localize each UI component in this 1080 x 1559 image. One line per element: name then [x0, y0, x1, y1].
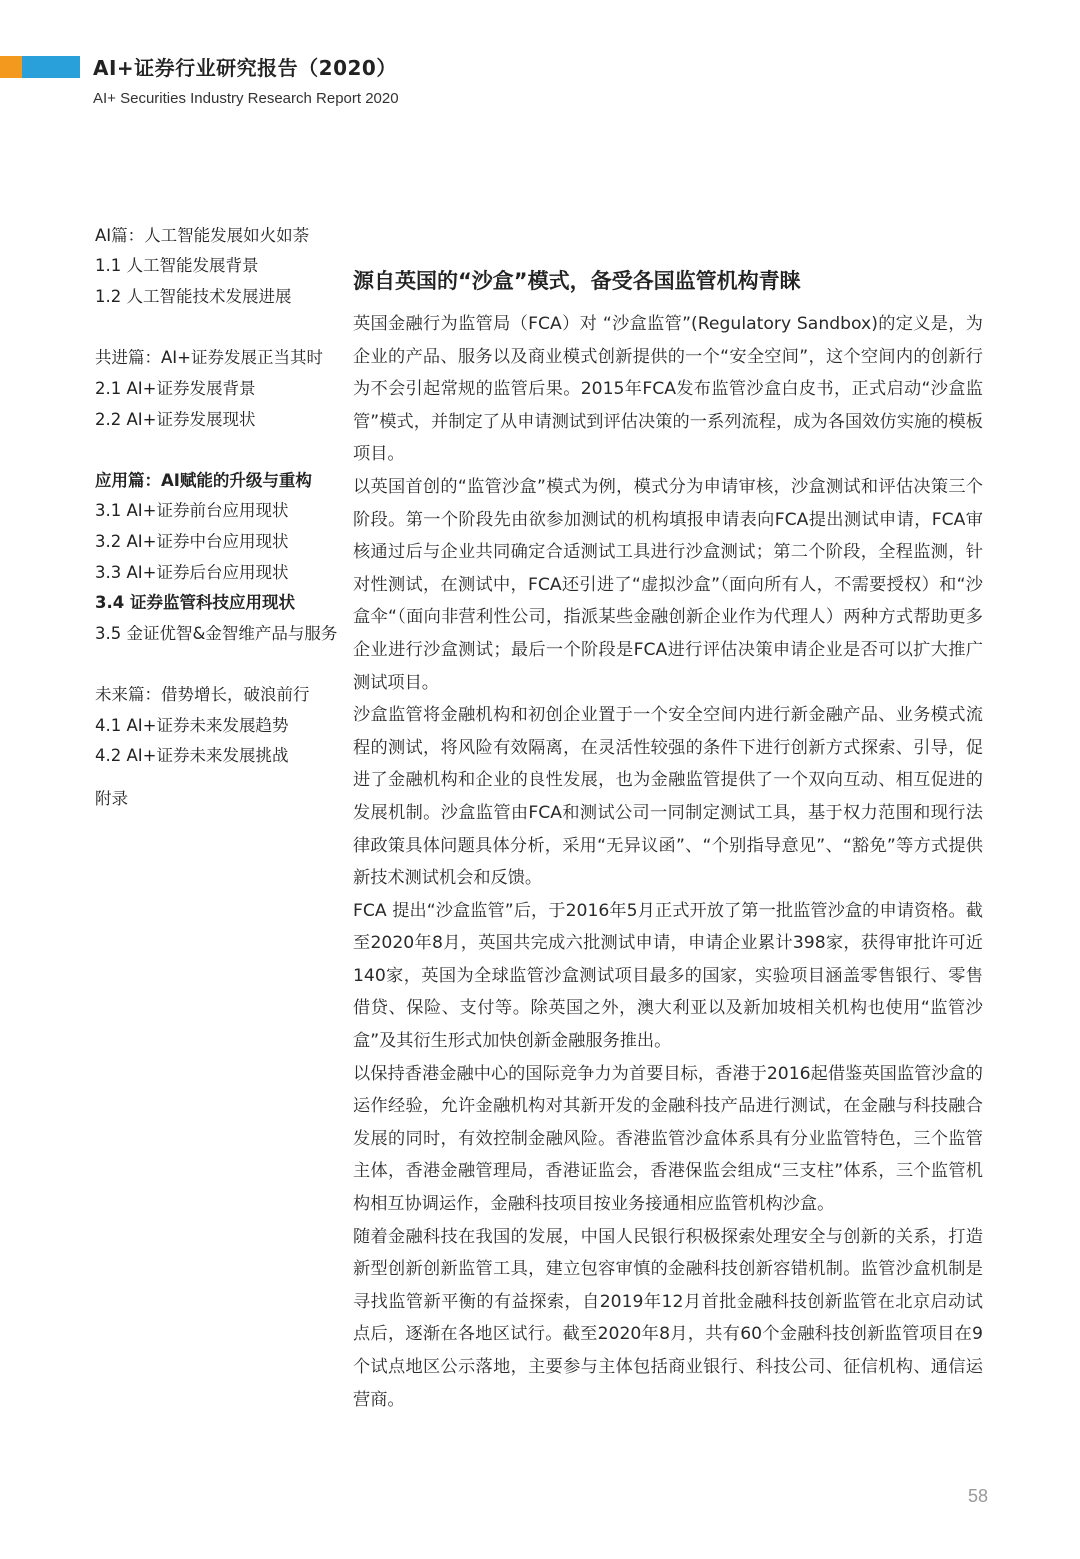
toc-item[interactable]: 4.2 AI+证券未来发展挑战 — [95, 746, 289, 765]
toc-item[interactable]: AI篇：人工智能发展如火如荼 — [95, 226, 310, 245]
paragraph: 以英国首创的“监管沙盒”模式为例，模式分为申请审核，沙盒测试和评估决策三个阶段。第一个阶段先由欲参加测试的机构填报申请表向FCA提出测试申请，FCA审核通过后与企业共同确定合适测试工具进行沙盒测试；第二个阶段，全程监测，针对性测试，在测试中，FCA还引进了“虚拟沙盒”（面向所有人，不需要授权）和“沙盒伞“（面向非营利性公司，指派某些金融创新企业作为代理人）两种方式帮助更多企业进行沙盒测试；最后一个阶段是FCA进行评估决策申请企业是否可以扩大推广测试项目。 — [353, 476, 983, 693]
header-accent-blue — [22, 56, 80, 78]
section-heading: 源自英国的“沙盒”模式，备受各国监管机构青睐 — [353, 269, 801, 293]
article-body — [353, 308, 983, 1416]
toc-item[interactable]: 2.2 AI+证券发展现状 — [95, 410, 256, 429]
toc-item[interactable]: 3.2 AI+证券中台应用现状 — [95, 532, 289, 551]
header-accent-orange — [0, 56, 22, 78]
paragraph: 沙盒监管将金融机构和初创企业置于一个安全空间内进行新金融产品、业务模式流程的测试，将风险有效隔离，在灵活性较强的条件下进行创新方式探索、引导，促进了金融机构和企业的良性发展，也为金融监管提供了一个双向互动、相互促进的发展机制。沙盒监管由FCA和测试公司一同制定测试工具，基于权力范围和现行法律政策具体问题具体分析，采用“无异议函”、“个别指导意见”、“豁免”等方式提供新技术测试机会和反馈。 — [353, 705, 983, 889]
paragraph: 以保持香港金融中心的国际竞争力为首要目标，香港于2016起借鉴英国监管沙盒的运作经验，允许金融机构对其新开发的金融科技产品进行测试，在金融与科技融合发展的同时，有效控制金融风险。香港监管沙盒体系具有分业监管特色，三个监管主体，香港金融管理局，香港证监会，香港保监会组成“三支柱”体系，三个监管机构相互协调运作，金融科技项目按业务接通相应监管机构沙盒。 — [353, 1063, 983, 1215]
toc-item[interactable]: 2.1 AI+证券发展背景 — [95, 379, 256, 398]
toc-item[interactable]: 1.2 人工智能技术发展进展 — [95, 287, 292, 306]
toc-item[interactable]: 共进篇：AI+证券发展正当其时 — [95, 348, 323, 367]
page-number: 58 — [968, 1486, 989, 1506]
toc-item[interactable]: 3.5 金证优智&金智维产品与服务 — [95, 624, 338, 643]
toc-item[interactable]: 未来篇：借势增长，破浪前行 — [95, 685, 310, 704]
toc-item[interactable]: 4.1 AI+证券未来发展趋势 — [95, 716, 289, 735]
toc-item-current[interactable]: 3.4 证券监管科技应用现状 — [95, 593, 295, 612]
report-title: AI+证券行业研究报告（2020） — [93, 56, 397, 80]
toc-item-section-application[interactable]: 应用篇：AI赋能的升级与重构 — [95, 471, 312, 490]
toc-item-appendix[interactable]: 附录 — [95, 789, 128, 808]
paragraph: FCA 提出“沙盒监管”后，于2016年5月正式开放了第一批监管沙盒的申请资格。截至2020年8月，英国共完成六批测试申请，申请企业累计398家，获得审批许可近140家，英国为全球监管沙盒测试项目最多的国家，实验项目涵盖零售银行、零售借贷、保险、支付等。除英国之外，澳大利亚以及新加坡相关机构也使用“监管沙盒”及其衍生形式加快创新金融服务推出。 — [353, 900, 983, 1052]
paragraph: 英国金融行为监管局（FCA）对 “沙盒监管”(Regulatory Sandbox)的定义是，为企业的产品、服务以及商业模式创新提供的一个“安全空间”，这个空间内的创新行为不会引起常规的监管后果。2015年FCA发布监管沙盒白皮书，正式启动“沙盒监管”模式，并制定了从申请测试到评估决策的一系列流程，成为各国效仿实施的模板项目。 — [353, 314, 983, 465]
paragraph: 随着金融科技在我国的发展，中国人民银行积极探索处理安全与创新的关系，打造新型创新创新监管工具，建立包容审慎的金融科技创新容错机制。监管沙盒机制是寻找监管新平衡的有益探索，自2019年12月首批金融科技创新监管在北京启动试点后，逐渐在各地区试行。截至2020年8月，共有60个金融科技创新监管项目在9个试点地区公示落地，主要参与主体包括商业银行、科技公司、征信机构、通信运营商。 — [353, 1226, 983, 1410]
toc-item[interactable]: 1.1 人工智能发展背景 — [95, 256, 259, 275]
toc-item[interactable]: 3.3 AI+证券后台应用现状 — [95, 563, 289, 582]
report-subtitle: AI+ Securities Industry Research Report 2020 — [93, 90, 399, 107]
toc-item[interactable]: 3.1 AI+证券前台应用现状 — [95, 501, 289, 520]
